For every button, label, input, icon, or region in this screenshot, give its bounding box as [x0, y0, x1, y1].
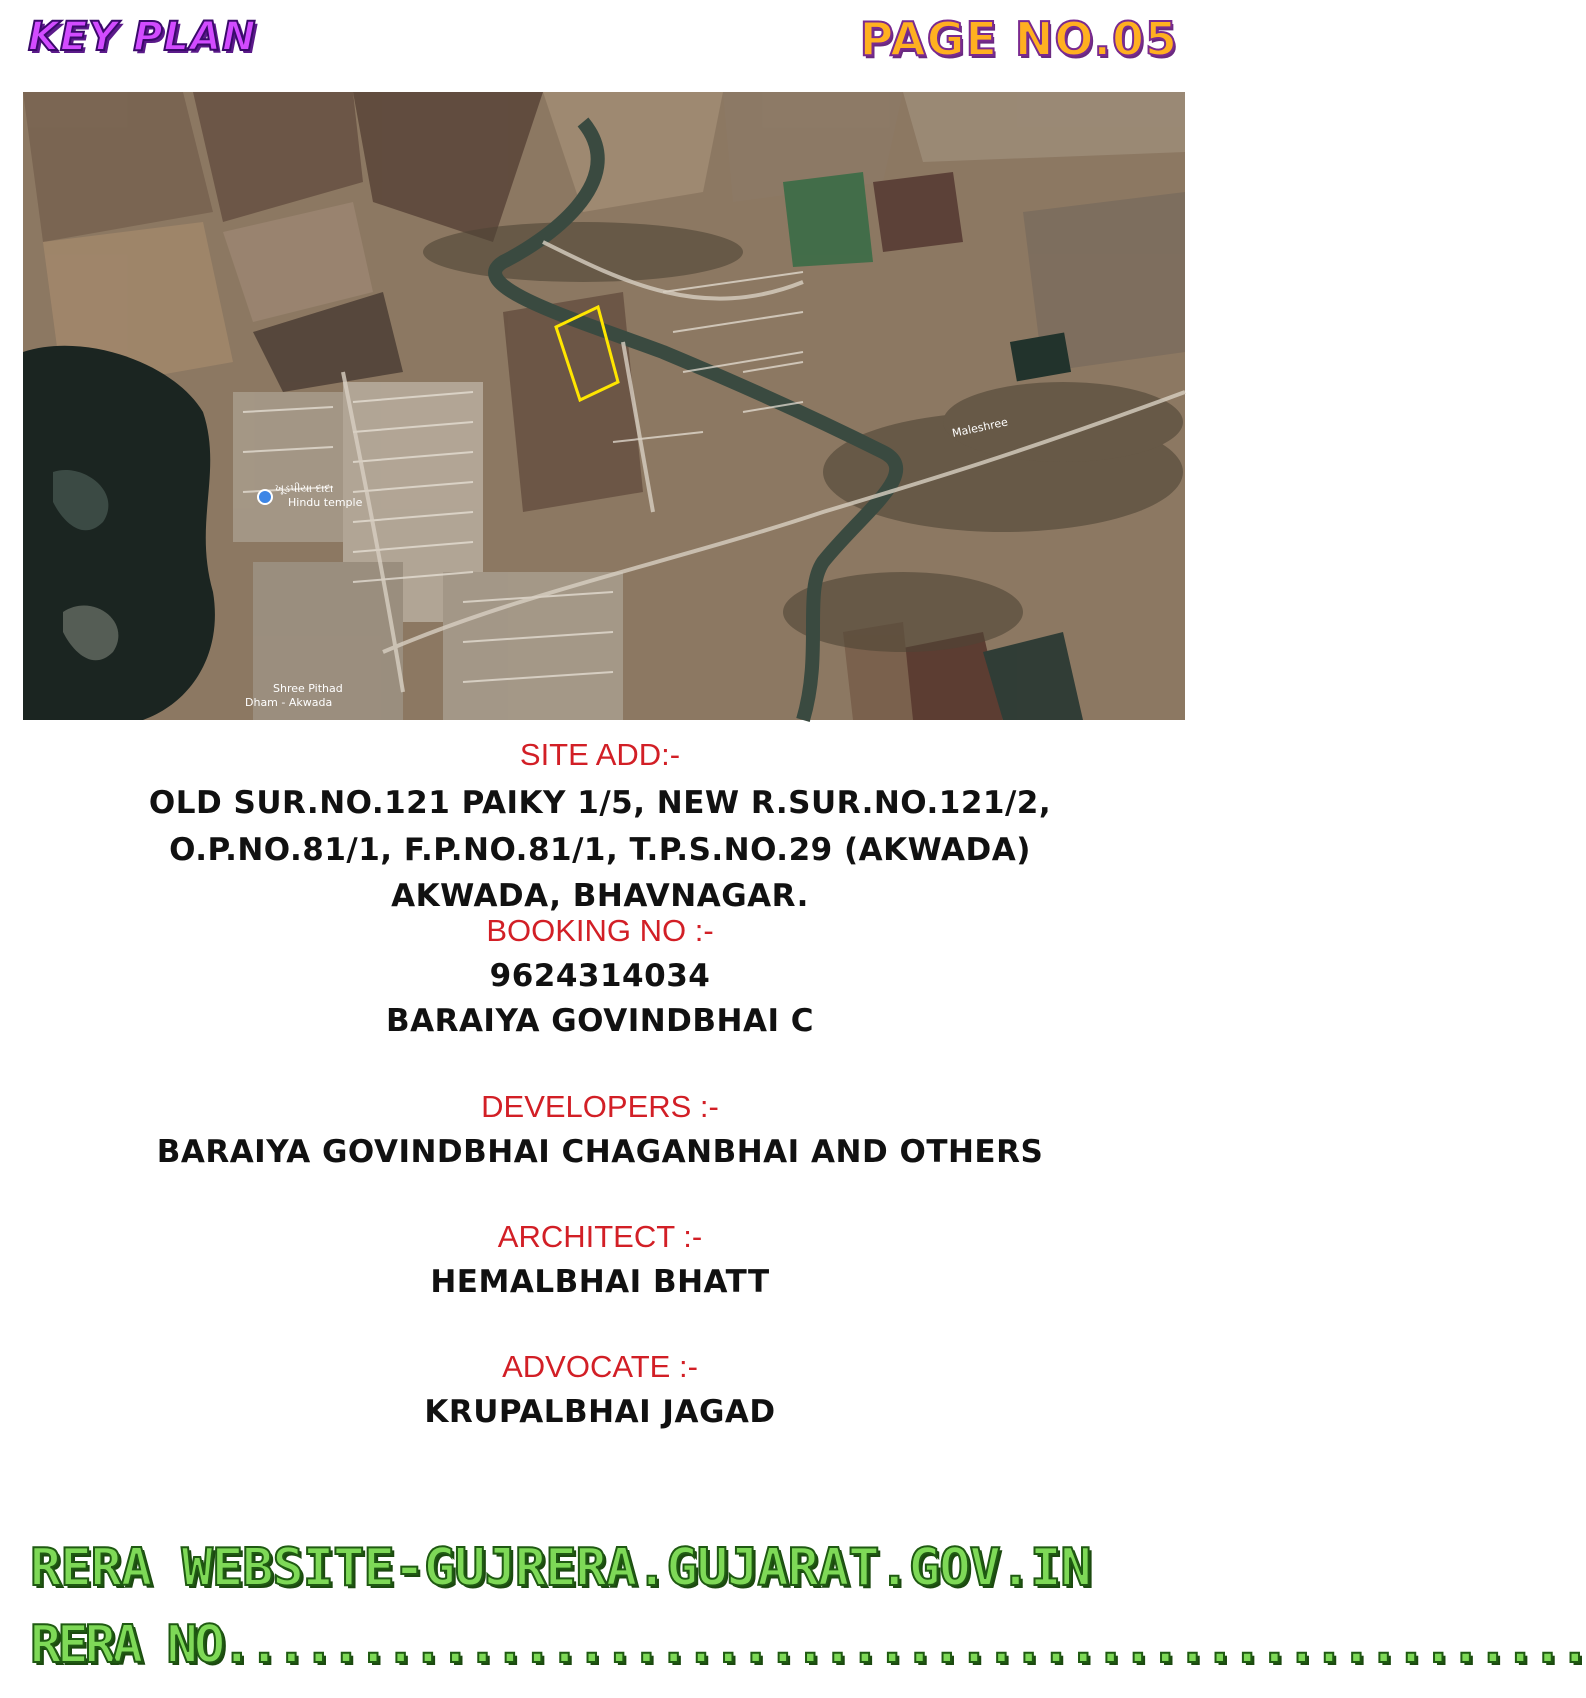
- lake: [23, 346, 215, 720]
- site-address-line-1: OLD SUR.NO.121 PAIKY 1/5, NEW R.SUR.NO.121/2,: [148, 785, 1052, 821]
- key-plan-title: KEY PLAN: [28, 14, 257, 60]
- architect-name: HEMALBHAI BHATT: [430, 1264, 770, 1300]
- map-drawing: [23, 92, 1185, 720]
- temple-pin: [258, 490, 272, 504]
- map-label-lake: Maleshree: [950, 415, 1009, 440]
- rera-website: RERA WEBSITE-GUJRERA.GUJARAT.GOV.IN: [30, 1538, 1091, 1598]
- architect-heading: ARCHITECT :-: [497, 1219, 703, 1254]
- site-address-heading: SITE ADD:-: [519, 737, 681, 772]
- rera-number: RERA NO..................................................: [30, 1615, 1586, 1675]
- advocate-heading: ADVOCATE :-: [502, 1349, 698, 1384]
- satellite-map: [23, 92, 1185, 720]
- booking-name: BARAIYA GOVINDBHAI C: [385, 1003, 815, 1039]
- map-label-temple-gujarati: ખૂડપીયા દાદા: [275, 482, 334, 495]
- booking-heading: BOOKING NO :-: [486, 913, 714, 948]
- site-address-line-3: AKWADA, BHAVNAGAR.: [391, 878, 809, 914]
- developers-name: BARAIYA GOVINDBHAI CHAGANBHAI AND OTHERS: [156, 1134, 1044, 1170]
- map-label-dham-1: Shree Pithad: [273, 682, 343, 695]
- advocate-name: KRUPALBHAI JAGAD: [424, 1394, 776, 1430]
- map-label-temple: Hindu temple: [288, 496, 363, 509]
- map-label-dham-2: Dham - Akwada: [245, 696, 333, 709]
- developers-heading: DEVELOPERS :-: [481, 1089, 719, 1124]
- site-address-line-2: O.P.NO.81/1, F.P.NO.81/1, T.P.S.NO.29 (AKWADA): [169, 832, 1031, 868]
- page-number: PAGE NO.05: [859, 12, 1178, 66]
- booking-phone: 9624314034: [489, 958, 711, 994]
